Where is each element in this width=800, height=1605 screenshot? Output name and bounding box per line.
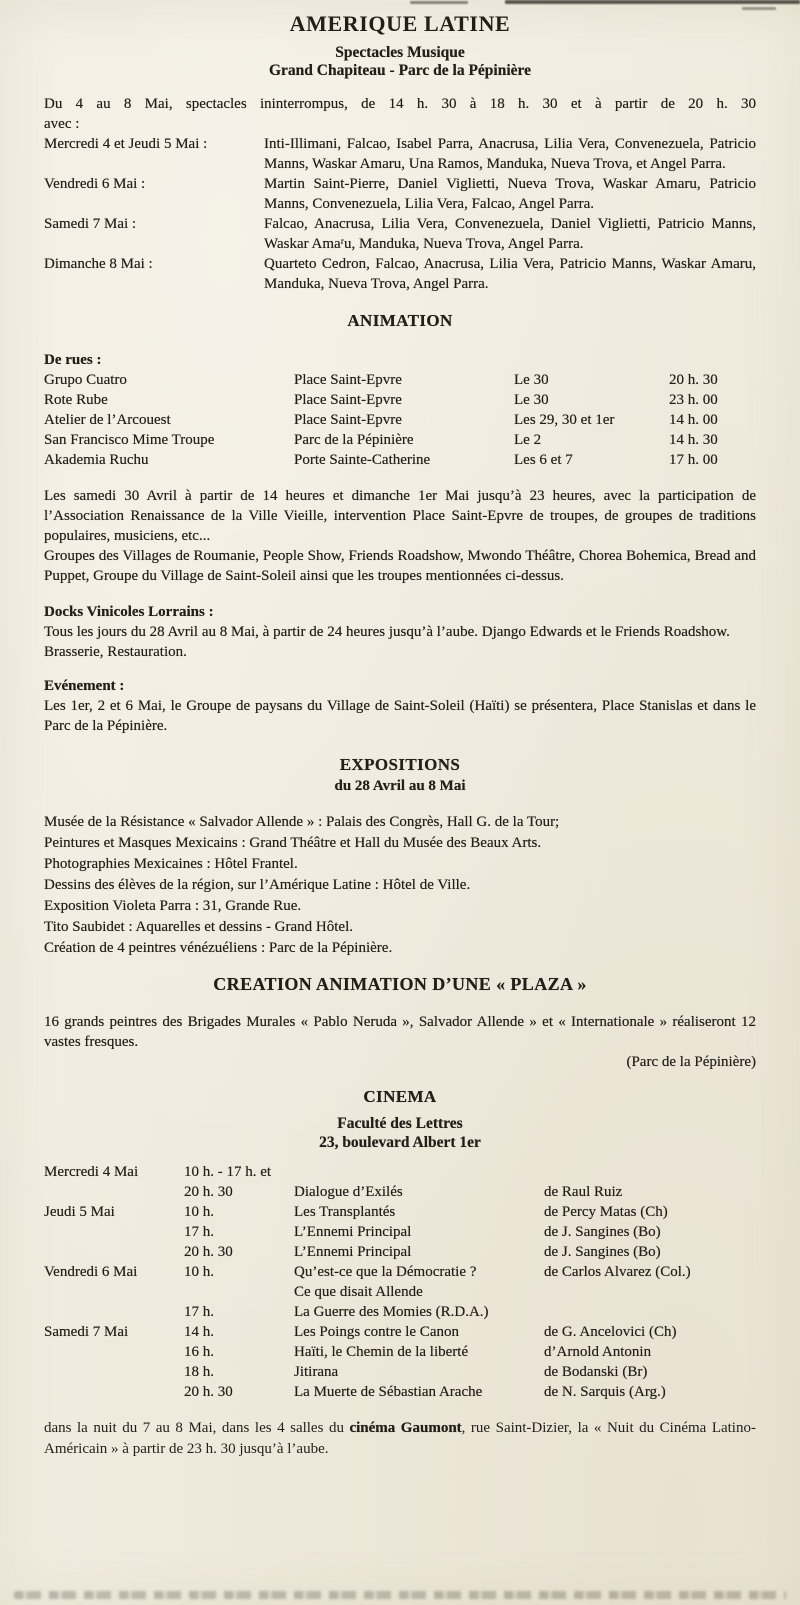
schedule-artists: Martin Saint-Pierre, Daniel Viglietti, Nueva Trova, Waskar Amaru, Patricio Manns, Convenezuela, Lilia Vera, Falcao, Angel Parra.: [264, 176, 756, 212]
cinema-director: [544, 1162, 756, 1182]
scan-smudge: [742, 7, 776, 10]
footer-text-pre: dans la nuit du 7 au 8 Mai, dans les 4 salles du: [44, 1420, 350, 1436]
cinema-film-title: La Muerte de Sébastian Arache: [294, 1384, 483, 1400]
cinema-time: [184, 1282, 294, 1302]
cinema-time: 10 h.: [184, 1264, 214, 1280]
animation-troupe: Rote Rube: [44, 392, 108, 408]
cinema-film-title: Dialogue d’Exilés: [294, 1184, 403, 1200]
event-label: Evénement :: [44, 678, 125, 694]
animation-row: [44, 370, 756, 390]
schedule-day: Vendredi 6 Mai :: [44, 176, 146, 192]
cinema-director: [544, 1282, 756, 1302]
cinema-film-title: La Guerre des Momies (R.D.A.): [294, 1304, 489, 1320]
music-intro: Du 4 au 8 Mai, spectacles ininterrompus, de 14 h. 30 à 18 h. 30 et à partir de 20 h. 30: [44, 96, 756, 112]
cinema-footer-note: [44, 1418, 756, 1460]
cinema-venue-2: 23, boulevard Albert 1er: [319, 1134, 481, 1151]
cinema-row: [44, 1182, 756, 1202]
exposition-item: Tito Saubidet : Aquarelles et dessins - Grand Hôtel.: [44, 919, 353, 935]
section-heading-expositions: EXPOSITIONS: [339, 755, 461, 774]
section-heading-cinema: CINEMA: [363, 1087, 437, 1106]
animation-paragraph-1: Les samedi 30 Avril à partir de 14 heures et dimanche 1er Mai jusqu’à 23 heures, avec la participation de l’Association Renaissance de la Ville Vieille, intervention Place Saint-Epvre de troupes, de groupes de traditions populaires, musiciens, etc...: [44, 488, 756, 544]
cinema-day: Vendredi 6 Mai: [44, 1264, 138, 1280]
schedule-row: [44, 174, 756, 214]
cinema-day: Samedi 7 Mai: [44, 1324, 129, 1340]
exposition-item: Exposition Violeta Parra : 31, Grande Rue.: [44, 898, 302, 914]
cinema-row: [44, 1202, 756, 1222]
expositions-list: [44, 812, 756, 959]
cinema-time: 14 h.: [184, 1324, 214, 1340]
de-rues-label: De rues :: [44, 352, 102, 368]
cinema-day: [44, 1342, 184, 1362]
docks-label: Docks Vinicoles Lorrains :: [44, 604, 214, 620]
cinema-row: [44, 1302, 756, 1322]
animation-dates: Les 29, 30 et 1er: [514, 412, 615, 428]
schedule-artists: Quarteto Cedron, Falcao, Anacrusa, Lilia Vera, Patricio Manns, Waskar Amaru, Manduka, Nueva Trova, Angel Parra.: [264, 256, 756, 292]
section-heading-animation: ANIMATION: [347, 311, 453, 330]
cinema-film-title: Ce que disait Allende: [294, 1284, 423, 1300]
scan-noise-bottom: [14, 1591, 786, 1599]
cinema-director: de Carlos Alvarez (Col.): [544, 1264, 691, 1280]
animation-row: [44, 410, 756, 430]
animation-troupe: San Francisco Mime Troupe: [44, 432, 215, 448]
animation-time: 14 h. 30: [669, 432, 718, 448]
cinema-film-title: L’Ennemi Principal: [294, 1244, 412, 1260]
schedule-day: Samedi 7 Mai :: [44, 216, 137, 232]
exposition-item: Création de 4 peintres vénézuéliens : Parc de la Pépinière.: [44, 940, 393, 956]
cinema-time: 10 h. - 17 h. et: [184, 1164, 272, 1180]
cinema-day: [44, 1182, 184, 1202]
cinema-day: [44, 1282, 184, 1302]
cinema-time: 20 h. 30: [184, 1244, 233, 1260]
cinema-film-title: Les Transplantés: [294, 1204, 396, 1220]
animation-row: [44, 450, 756, 470]
cinema-director: de Bodanski (Br): [544, 1364, 648, 1380]
exposition-item: Dessins des élèves de la région, sur l’Amérique Latine : Hôtel de Ville.: [44, 877, 471, 893]
exposition-item: Musée de la Résistance « Salvador Allende » : Palais des Congrès, Hall G. de la Tour;: [44, 814, 560, 830]
cinema-day: [44, 1382, 184, 1402]
animation-dates: Le 2: [514, 432, 542, 448]
cinema-time: 20 h. 30: [184, 1184, 233, 1200]
cinema-row: [44, 1282, 756, 1302]
cinema-director: de G. Ancelovici (Ch): [544, 1324, 677, 1340]
cinema-film-title: Les Poings contre le Canon: [294, 1324, 459, 1340]
cinema-director: de N. Sarquis (Arg.): [544, 1384, 666, 1400]
animation-troupe: Akademia Ruchu: [44, 452, 149, 468]
scan-smudge: [505, 0, 800, 4]
page-header: [44, 12, 756, 80]
cinema-row: [44, 1242, 756, 1262]
animation-troupe: Atelier de l’Arcouest: [44, 412, 171, 428]
cinema-director: d’Arnold Antonin: [544, 1344, 652, 1360]
section-heading-plaza: CREATION ANIMATION D’UNE « PLAZA »: [213, 974, 587, 994]
expositions-dates: du 28 Avril au 8 Mai: [334, 778, 466, 794]
animation-row: [44, 390, 756, 410]
animation-time: 14 h. 00: [669, 412, 718, 428]
animation-time: 23 h. 00: [669, 392, 718, 408]
cinema-director: de Raul Ruiz: [544, 1184, 623, 1200]
cinema-row: [44, 1382, 756, 1402]
footer-text-bold: cinéma Gaumont: [349, 1420, 462, 1436]
cinema-time: 10 h.: [184, 1204, 214, 1220]
animation-place: Place Saint-Epvre: [294, 372, 402, 388]
subtitle-venue: Grand Chapiteau - Parc de la Pépinière: [268, 62, 532, 79]
cinema-director: de J. Sangines (Bo): [544, 1244, 661, 1260]
event-text: Les 1er, 2 et 6 Mai, le Groupe de paysans du Village de Saint-Soleil (Haïti) se présentera, Place Stanislas et dans le Parc de la Pépinière.: [44, 698, 756, 734]
schedule-day: Mercredi 4 et Jeudi 5 Mai :: [44, 136, 208, 152]
cinema-day: [44, 1222, 184, 1242]
cinema-row: [44, 1322, 756, 1342]
cinema-film-title: Qu’est-ce que la Démocratie ?: [294, 1264, 477, 1280]
cinema-row: [44, 1222, 756, 1242]
animation-place: Place Saint-Epvre: [294, 392, 402, 408]
page-title: AMERIQUE LATINE: [289, 11, 511, 36]
docks-text-2: Brasserie, Restauration.: [44, 644, 187, 660]
animation-place: Parc de la Pépinière: [294, 432, 414, 448]
cinema-time: 16 h.: [184, 1344, 214, 1360]
animation-place: Place Saint-Epvre: [294, 412, 402, 428]
animation-time: 17 h. 00: [669, 452, 718, 468]
cinema-time: 18 h.: [184, 1364, 214, 1380]
animation-table: [44, 370, 756, 470]
schedule-artists: Inti-Illimani, Falcao, Isabel Parra, Anacrusa, Lilia Vera, Convenezuela, Patricio Manns, Waskar Amaru, Una Ramos, Manduka, Nueva Trova, et Angel Parra.: [264, 136, 756, 172]
exposition-item: Peintures et Masques Mexicains : Grand Théâtre et Hall du Musée des Beaux Arts.: [44, 835, 542, 851]
schedule-row: [44, 134, 756, 174]
animation-dates: Le 30: [514, 392, 549, 408]
cinema-director: de J. Sangines (Bo): [544, 1224, 661, 1240]
cinema-table: [44, 1162, 756, 1402]
exposition-item: Photographies Mexicaines : Hôtel Frantel.: [44, 856, 298, 872]
schedule-row: [44, 254, 756, 294]
docks-text: Tous les jours du 28 Avril au 8 Mai, à partir de 24 heures jusqu’à l’aube. Django Edwards et le Friends Roadshow.: [44, 624, 730, 640]
cinema-day: [44, 1302, 184, 1322]
music-schedule: [44, 134, 756, 294]
cinema-day: Mercredi 4 Mai: [44, 1164, 139, 1180]
cinema-day: [44, 1362, 184, 1382]
cinema-day: [44, 1242, 184, 1262]
animation-time: 20 h. 30: [669, 372, 718, 388]
cinema-director: de Percy Matas (Ch): [544, 1204, 668, 1220]
cinema-film-title: Jitirana: [294, 1364, 339, 1380]
animation-troupe: Grupo Cuatro: [44, 372, 127, 388]
cinema-day: Jeudi 5 Mai: [44, 1204, 115, 1220]
animation-paragraph-2: Groupes des Villages de Roumanie, People Show, Friends Roadshow, Mwondo Théâtre, Chorea Bohemica, Bread and Puppet, Groupe du Village de Saint-Soleil ainsi que les troupes mentionnées ci-dessus.: [44, 548, 756, 584]
cinema-film-title: Haïti, le Chemin de la liberté: [294, 1344, 469, 1360]
schedule-artists: Falcao, Anacrusa, Lilia Vera, Convenezuela, Daniel Viglietti, Patricio Manns, Waskar Amaʳu, Manduka, Nueva Trova, Angel Parra.: [264, 216, 756, 252]
scan-smudge: [410, 1, 468, 4]
cinema-time: 20 h. 30: [184, 1384, 233, 1400]
plaza-text: 16 grands peintres des Brigades Murales « Pablo Neruda », Salvador Allende » et « Internationale » réaliseront 12 vastes fresques.: [44, 1014, 756, 1050]
animation-row: [44, 430, 756, 450]
schedule-day: Dimanche 8 Mai :: [44, 256, 153, 272]
subtitle-spectacles: Spectacles Musique: [335, 44, 465, 61]
footer-text-post: , rue Saint-Dizier, la « Nuit du Cinéma Latino-Américain » à partir de 23 h. 30 jusqu’à l’aube.: [44, 1420, 756, 1457]
cinema-venue-1: Faculté des Lettres: [337, 1115, 463, 1132]
cinema-row: [44, 1262, 756, 1282]
cinema-row: [44, 1362, 756, 1382]
cinema-row: [44, 1342, 756, 1362]
cinema-film-title: L’Ennemi Principal: [294, 1224, 412, 1240]
cinema-director: [544, 1302, 756, 1322]
plaza-location: (Parc de la Pépinière): [626, 1054, 756, 1070]
music-intro-avec: avec :: [44, 116, 80, 132]
cinema-time: 17 h.: [184, 1224, 214, 1240]
cinema-time: 17 h.: [184, 1304, 214, 1320]
animation-place: Porte Sainte-Catherine: [294, 452, 431, 468]
cinema-row: [44, 1162, 756, 1182]
animation-dates: Les 6 et 7: [514, 452, 573, 468]
cinema-film-title: [294, 1162, 544, 1182]
schedule-row: [44, 214, 756, 254]
animation-dates: Le 30: [514, 372, 549, 388]
